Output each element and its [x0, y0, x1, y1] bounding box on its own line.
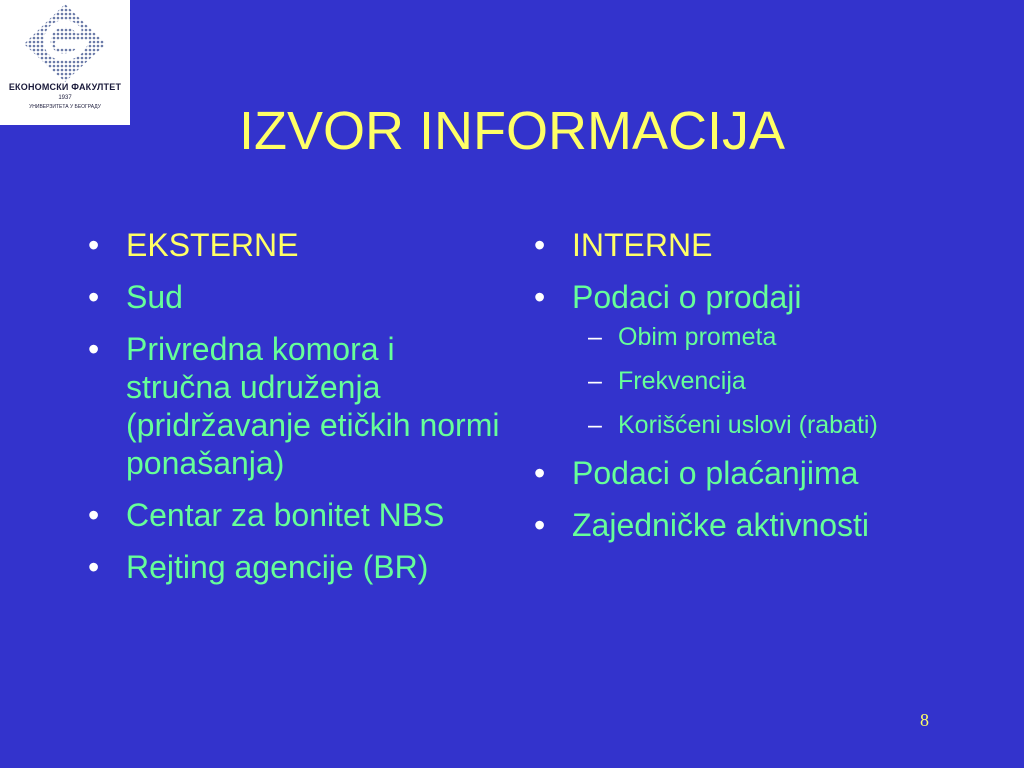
list-item-label: Podaci o prodaji — [572, 279, 802, 315]
internal-sources-list — [530, 226, 960, 544]
list-item: • Rejting agencije (BR) — [84, 548, 504, 586]
sub-list — [572, 322, 960, 440]
list-item: • Zajedničke aktivnosti — [530, 506, 960, 544]
right-column — [530, 226, 960, 558]
page-number: 8 — [920, 710, 929, 730]
logo-text-university: УНИВЕРЗИТЕТА У БЕОГРАДУ — [29, 104, 101, 110]
external-sources-list — [84, 226, 504, 586]
list-heading-external: • EKSTERNE — [84, 226, 504, 264]
logo-text-name: ЕКОНОМСКИ ФАКУЛТЕТ — [8, 82, 122, 92]
list-item: • Podaci o plaćanjima — [530, 454, 960, 492]
list-heading-internal: • INTERNE — [530, 226, 960, 264]
logo-text-year: 1937 — [58, 95, 72, 101]
list-item-sales-data — [530, 278, 960, 440]
list-item: • Privredna komora i stručna udruženja (pridržavanje etičkih normi ponašanja) — [84, 330, 504, 482]
sub-list-item: – Korišćeni uslovi (rabati) — [572, 410, 960, 440]
slide-title: IZVOR INFORMACIJA — [238, 101, 785, 161]
left-column — [84, 226, 504, 600]
list-item: • Sud — [84, 278, 504, 316]
list-item: • Centar za bonitet NBS — [84, 496, 504, 534]
sub-list-item: – Frekvencija — [572, 366, 960, 396]
sub-list-item: – Obim prometa — [572, 322, 960, 352]
